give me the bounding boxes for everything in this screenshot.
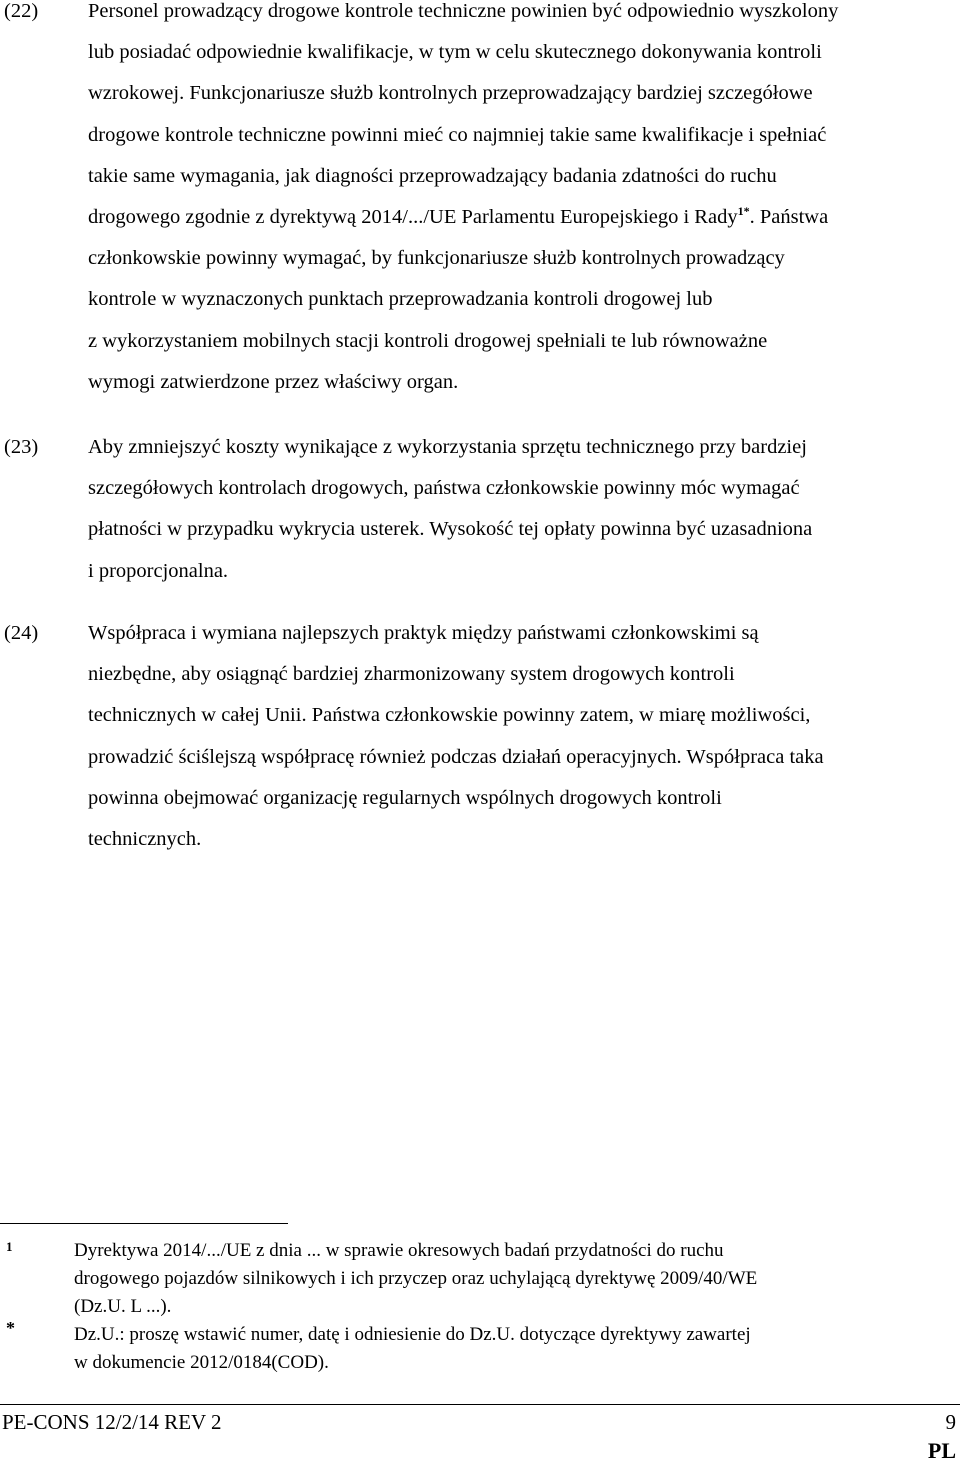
text-line: technicznych w całej Unii. Państwa członkowskie powinny zatem, w miarę możliwości, <box>88 704 811 727</box>
text-line: takie same wymagania, jak diagności przeprowadzający badania zdatności do ruchu <box>88 164 777 187</box>
footer-separator <box>0 1404 960 1405</box>
text-line: Aby zmniejszyć koszty wynikające z wykorzystania sprzętu technicznego przy bardziej <box>88 436 807 458</box>
recital-number: (24) <box>4 622 39 644</box>
footnote-text <box>74 1237 954 1320</box>
text-line: szczegółowych kontrolach drogowych, państwa członkowskie powinny móc wymagać <box>88 477 800 500</box>
footnote-separator <box>0 1223 288 1224</box>
footnote-reference[interactable]: 1* <box>737 204 750 219</box>
language-code: PL <box>927 1438 956 1463</box>
footnote-line: Dyrektywa 2014/.../UE z dnia ... w sprawie okresowych badań przydatności do ruchu <box>74 1240 724 1261</box>
text-line: technicznych. <box>88 828 202 851</box>
text-line: niezbędne, aby osiągnąć bardziej zharmonizowany system drogowych kontroli <box>88 663 735 686</box>
recital-number: (23) <box>4 436 39 458</box>
text-line: Współpraca i wymiana najlepszych praktyk między państwami członkowskimi są <box>88 622 759 644</box>
recital-text <box>88 613 958 860</box>
document-reference: PE-CONS 12/2/14 REV 2 <box>2 1410 222 1434</box>
footnote-line: w dokumencie 2012/0184(COD). <box>74 1351 329 1373</box>
text-line: drogowe kontrole techniczne powinni mieć co najmniej takie same kwalifikacje i spełniać <box>88 123 827 146</box>
text-line: powinna obejmować organizację regularnych wspólnych drogowych kontroli <box>88 786 722 809</box>
text-line-end: . Państwa <box>749 206 829 229</box>
recital-number: (22) <box>4 0 39 22</box>
text-line: płatności w przypadku wykrycia usterek. Wysokość tej opłaty powinna być uzasadniona <box>88 518 813 541</box>
footnote-mark: * <box>6 1318 15 1338</box>
footnote-line: drogowego pojazdów silnikowych i ich przyczep oraz uchylającą dyrektywę 2009/40/WE <box>74 1267 758 1289</box>
text-line: wymogi zatwierdzone przez właściwy organ. <box>88 370 459 393</box>
text-line-start: drogowego zgodnie z dyrektywą 2014/.../UE Parlamentu Europejskiego i Rady <box>88 206 738 229</box>
text-line: lub posiadać odpowiednie kwalifikacje, w tym w celu skutecznego dokonywania kontroli <box>88 41 822 64</box>
text-line: wzrokowej. Funkcjonariusze służb kontrolnych przeprowadzający bardziej szczegółowe <box>88 82 813 105</box>
recital-text <box>88 427 958 592</box>
page-number: 9 <box>945 1410 956 1434</box>
text-line: prowadzić ściślejszą współpracę również podczas działań operacyjnych. Współpraca taka <box>88 745 824 768</box>
footnote-text <box>74 1321 954 1377</box>
text-line: kontrole w wyznaczonych punktach przeprowadzania kontroli drogowej lub <box>88 288 713 311</box>
footnote-line: Dz.U.: proszę wstawić numer, datę i odniesienie do Dz.U. dotyczące dyrektywy zawartej <box>74 1324 751 1345</box>
footnote-mark: 1 <box>6 1239 13 1254</box>
text-line-with-footnote <box>88 197 958 238</box>
text-line: członkowskie powinny wymagać, by funkcjonariusze służb kontrolnych prowadzący <box>88 247 785 270</box>
footnote-line: (Dz.U. L ...). <box>74 1295 172 1317</box>
text-line: Personel prowadzący drogowe kontrole techniczne powinien być odpowiednio wyszkolony <box>88 0 839 22</box>
text-line: i proporcjonalna. <box>88 559 229 582</box>
text-line: z wykorzystaniem mobilnych stacji kontroli drogowej spełniali te lub równoważne <box>88 329 768 352</box>
recital-text <box>88 0 958 403</box>
